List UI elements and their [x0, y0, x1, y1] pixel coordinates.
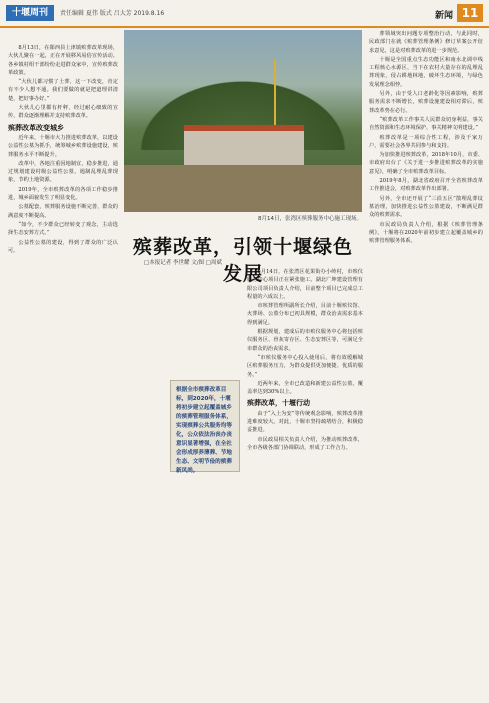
- column-left: [8, 44, 118, 696]
- paragraph: “大伙儿都习惯了土葬，这一下改变，肯定有不少人想不通。我们要做的就是把道理讲清楚，把好事办好。”: [8, 79, 118, 102]
- paragraph: 8月14日，在张湾区花果街办小岭村，市殡仪服务中心项目正在紧张施工。湖北广坤建设管理有限公司项目负责人介绍，目前整个项目已完成总工程量的六成以上。: [247, 269, 363, 300]
- paragraph: “殡葬改革工作事关人民群众切身利益，事关自然资源和生态环境保护，事关精神文明建设。”: [369, 116, 483, 132]
- paragraph: 葬领域突出问题专项整治行动，与此同时，民政部门在就《殡葬管理条例》修订草案公开征求意见，这是对殡葬改革的进一步规范。: [369, 31, 483, 54]
- paragraph: 改革中，各地注重因地制宜，稳步推进，通过规划建设村级公益性公墓，遏制乱埋乱葬现象，节约土地资源。: [8, 160, 118, 184]
- column-right: [369, 30, 483, 696]
- paragraph: 2019年8月，湖北省政府召开全省殡葬改革工作推进会，对殡葬改革作出部署。: [369, 178, 483, 193]
- column-middle: [247, 268, 363, 696]
- paragraph: 殡葬改革是一项综合性工程，涉及千家万户，需要社会各界共同参与和支持。: [369, 134, 483, 149]
- paragraph: 由于“入土为安”等传统观念影响，殡葬改革推进难度较大。对此，十堰市坚持疏堵结合，积极稳妥推进。: [247, 410, 363, 434]
- photo-caption: 8月14日，张湾区殡葬服务中心施工现场。: [258, 216, 362, 222]
- paragraph: 市民政局相关负责人介绍，为推动殡葬改革，全市各级各部门协调联动，形成了工作合力。: [247, 436, 363, 451]
- paragraph: 公益性公墓的建设，得到了群众的广泛认可。: [8, 239, 118, 254]
- subheading: 殡葬改革，十堰行动: [247, 399, 310, 408]
- paragraph: 8月13日，在郧西县上津镇殡葬改革现场，大伙儿聚在一起，正在开展移风易俗宣传活动。各乡镇村组干部纷纷走进群众家中，宣传殡葬改革政策。: [8, 45, 118, 76]
- subheading: 殡葬改革改变城乡: [8, 123, 64, 132]
- photo-ground: [124, 165, 362, 212]
- article-headline: 殡葬改革，引领十堰绿色发展: [132, 236, 353, 285]
- paragraph: 另外，全市还开展了“三沿五区”散埋乱葬坟墓治理，加快推进公益性公墓建设，不断满足群众的殡葬需求。: [369, 195, 483, 219]
- pull-quote-box: 根据全市殡葬改革目标，到2020年，十堰将初步建立起覆盖城乡的殡葬管理服务体系，实现殡葬公共服务均等化，公众依法治丧办丧意识显著增强，在全社会形成厚养薄葬、节地生态、文明节俭的殡葬新风尚。: [170, 380, 240, 472]
- article-byline: □本报记者 李世耀 文/图 □周斌: [144, 260, 222, 266]
- paragraph: 市民政局负责人介绍，根据《殡葬管理条例》，十堰将在2020年前初步建立起覆盖城乡的殡葬管理服务体系。: [369, 221, 483, 245]
- paragraph: 十堰是全国重点生态功能区和南水北调中线工程核心水源区，当下在农村大量存在的乱埋乱葬现象，侵占耕地林地，破坏生态环境，与绿色发展理念相悖。: [369, 56, 483, 88]
- paragraph: “如今，不少群众已经转变了观念，主动选择生态安葬方式。”: [8, 221, 118, 237]
- paragraph: “市殡仪服务中心投入使用后，将有效缓解城区殡葬服务压力，为群众提供更加便捷、优质的服务。”: [247, 354, 363, 378]
- paragraph: 近两年来，全市已改造和新建公益性公墓，覆盖率达到30%以上。: [247, 380, 363, 396]
- header-meta: 责任编辑 夏伟 版式 吕大芳 2019.8.16: [60, 10, 165, 17]
- paragraph: 为加快推进殡葬改革，2018年10月，市委、市政府出台了《关于进一步推进殡葬改革的实施意见》，明确了全市殡葬改革目标。: [369, 152, 483, 175]
- page-header: [0, 0, 489, 28]
- page-number: 11: [457, 4, 483, 22]
- paragraph: 市殡葬管理所副所长介绍，目前十堰殡仪馆、火葬场、公墓分布已初具规模，群众治丧需求基本得到满足。: [247, 303, 363, 326]
- section-name: 新闻: [434, 11, 453, 21]
- paragraph: 近年来，十堰市大力推进殡葬改革，以建设公益性公墓为抓手，统筹城乡殡葬设施建设，殡葬服务水平不断提升。: [8, 134, 118, 158]
- paragraph: 大伙儿心里都有杆秤，经过耐心细致的宣传，群众逐渐理解并支持殡葬改革。: [8, 105, 118, 120]
- masthead: 十堰周刊: [6, 5, 54, 21]
- paragraph: 2019年，全市殡葬改革的各项工作稳步推进，城乡面貌发生了明显变化。: [8, 186, 118, 202]
- paragraph: 另外，由于受人口老龄化等因素影响，殡葬服务需求不断增长，殡葬设施建设相对滞后，殡葬改革势在必行。: [369, 91, 483, 114]
- paragraph: 公墓配套，殡葬服务设施不断完善，群众的满意度不断提高。: [8, 204, 118, 219]
- construction-photo: [124, 30, 362, 212]
- paragraph: 根据规划，建成后的市殡仪服务中心将包括殡仪服务区、骨灰寄存区、生态安葬区等，可满足全市群众的治丧需求。: [247, 329, 363, 352]
